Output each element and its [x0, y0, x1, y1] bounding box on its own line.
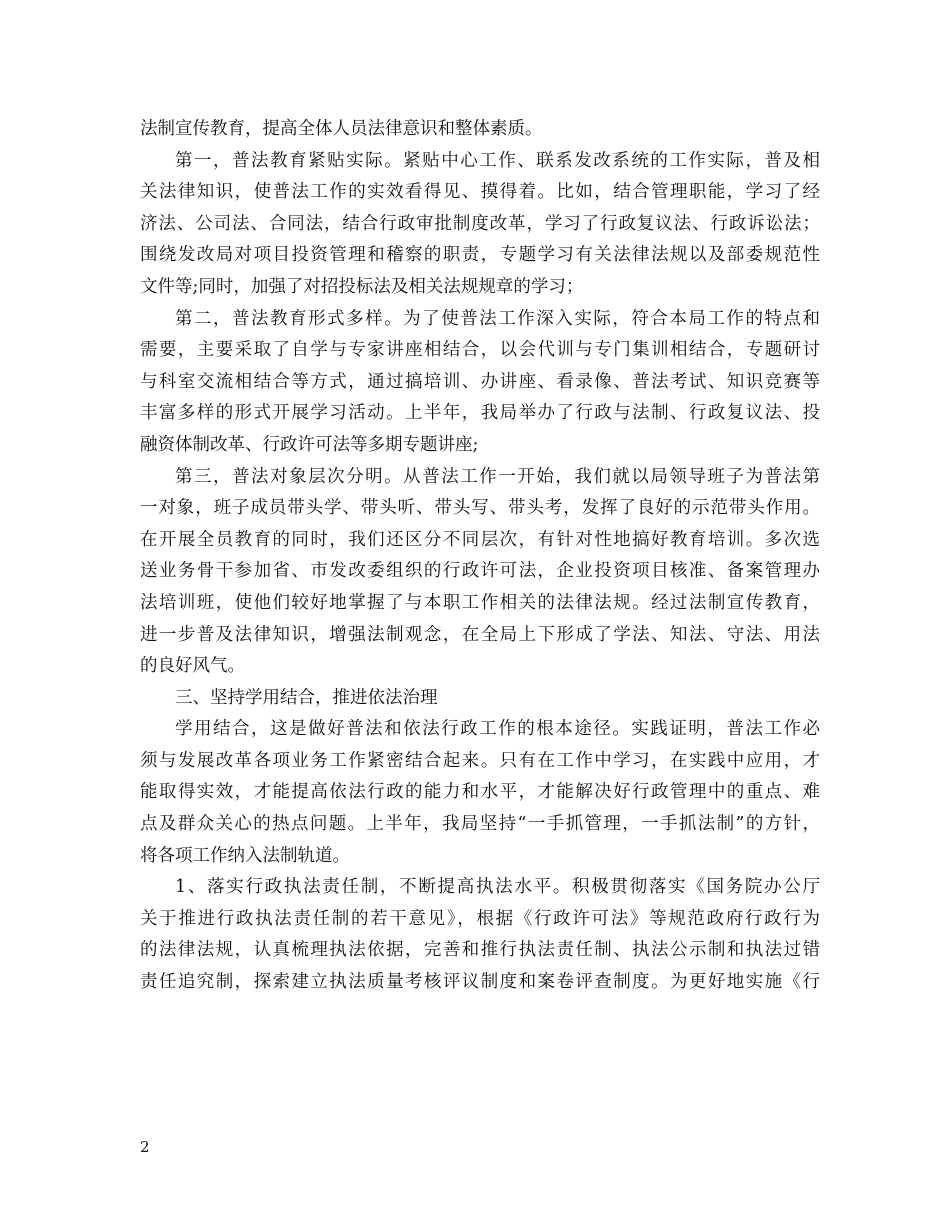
paragraph: [140, 304, 820, 462]
text-line: 将各项工作纳入法制轨道。: [140, 845, 350, 866]
paragraph: [140, 683, 820, 715]
text-line: 的良好风气。: [140, 656, 245, 677]
text-line: 丰富多样的形式开展学习活动。上半年，我局举办了行政与法制、行政复议法、投: [140, 403, 820, 424]
text-line: 第二，普法教育形式多样。为了使普法工作深入实际，符合本局工作的特点和: [175, 308, 820, 329]
text-line: 围绕发改局对项目投资管理和稽察的职责，专题学习有关法律法规以及部委规范性: [140, 245, 820, 266]
paragraph: [140, 114, 820, 146]
text-line: 三、坚持学用结合，推进依法治理: [175, 687, 438, 708]
text-line: 关法律知识，使普法工作的实效看得见、摸得着。比如，结合管理职能，学习了经: [140, 182, 820, 203]
text-line: 进一步普及法律知识，增强法制观念，在全局上下形成了学法、知法、守法、用法: [140, 624, 820, 645]
paragraph: [140, 872, 820, 998]
text-line: 法制宣传教育，提高全体人员法律意识和整体素质。: [140, 119, 543, 139]
text-line: 学用结合，这是做好普法和依法行政工作的根本途径。实践证明，普法工作必: [175, 719, 820, 740]
text-line: 与科室交流相结合等方式，通过搞培训、办讲座、看录像、普法考试、知识竞赛等: [140, 371, 820, 392]
page-number: 2: [140, 1138, 150, 1156]
text-line: 的法律法规，认真梳理执法依据，完善和推行执法责任制、执法公示制和执法过错: [140, 940, 820, 961]
paragraph: [140, 146, 820, 304]
text-line: 第一，普法教育紧贴实际。紧贴中心工作、联系发改系统的工作实际，普及相: [175, 150, 820, 171]
text-line: 一对象，班子成员带头学、带头听、带头写、带头考，发挥了良好的示范带头作用。: [140, 498, 820, 519]
text-line: 融资体制改革、行政许可法等多期专题讲座;: [140, 434, 479, 455]
text-line: 需要，主要采取了自学与专家讲座相结合，以会代训与专门集训相结合，专题研讨: [140, 340, 820, 361]
document-body: [140, 114, 820, 999]
text-line: 第三，普法对象层次分明。从普法工作一开始，我们就以局领导班子为普法第: [175, 466, 820, 487]
text-line: 1、落实行政执法责任制，不断提高执法水平。积极贯彻落实《国务院办公厅: [175, 877, 820, 898]
text-line: 济法、公司法、合同法，结合行政审批制度改革，学习了行政复议法、行政诉讼法；: [140, 213, 820, 234]
text-line: 送业务骨干参加省、市发改委组织的行政许可法，企业投资项目核准、备案管理办: [140, 561, 820, 582]
text-line: 文件等;同时，加强了对招投标法及相关法规规章的学习；: [140, 276, 584, 297]
text-line: 责任追究制，探索建立执法质量考核评议制度和案卷评查制度。为更好地实施《行: [140, 972, 820, 993]
text-line: 关于推进行政执法责任制的若干意见》，根据《行政许可法》等规范政府行政行为: [140, 908, 820, 929]
text-line: 在开展全员教育的同时，我们还区分不同层次，有针对性地搞好教育培训。多次选: [140, 529, 820, 550]
paragraph: [140, 714, 820, 872]
text-line: 能取得实效，才能提高依法行政的能力和水平，才能解决好行政管理中的重点、难: [140, 782, 820, 803]
paragraph: [140, 462, 820, 683]
text-line: 法培训班，使他们较好地掌握了与本职工作相关的法律法规。经过法制宣传教育，: [140, 592, 820, 613]
text-line: 须与发展改革各项业务工作紧密结合起来。只有在工作中学习，在实践中应用，才: [140, 750, 820, 771]
text-line: 点及群众关心的热点问题。上半年，我局坚持“一手抓管理，一手抓法制”的方针，: [140, 814, 820, 835]
